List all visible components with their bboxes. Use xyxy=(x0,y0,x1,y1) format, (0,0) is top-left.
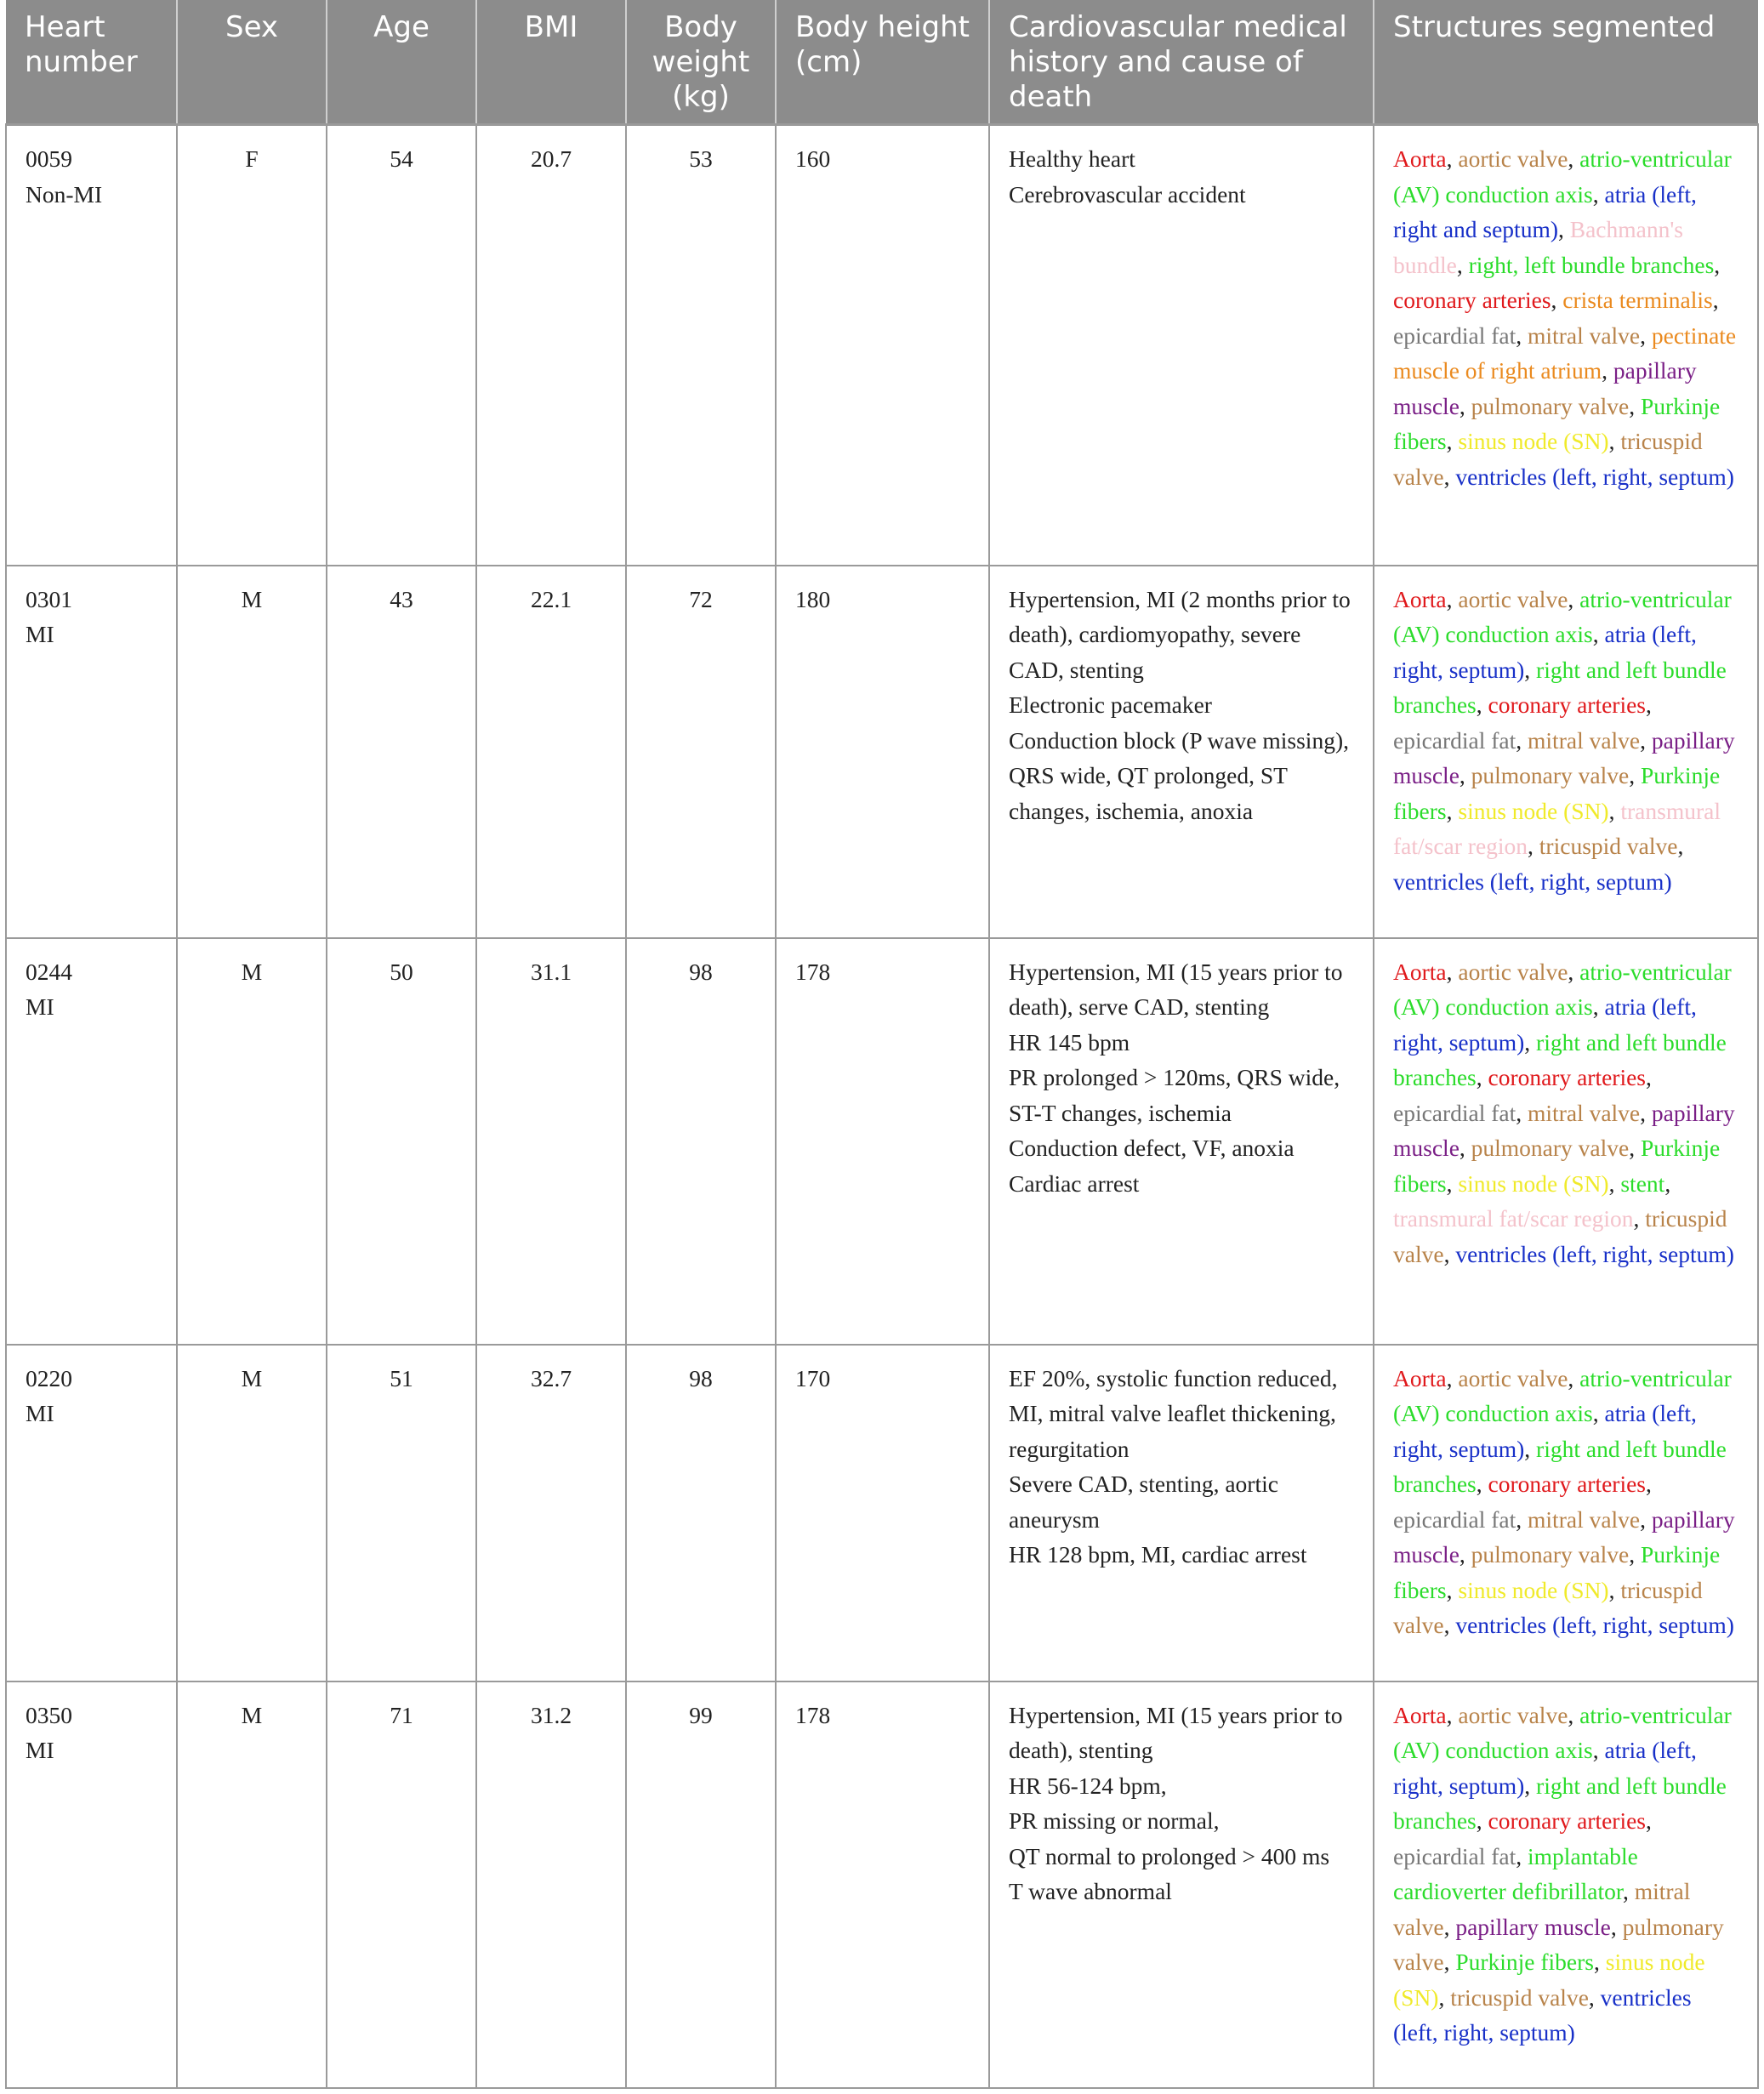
separator: , xyxy=(1524,1028,1537,1056)
separator: , xyxy=(1476,1064,1488,1090)
header-age: Age xyxy=(327,0,476,125)
separator: , xyxy=(1646,1064,1652,1090)
separator: , xyxy=(1551,287,1563,313)
structure-name: Purkinje fibers xyxy=(1393,1135,1721,1197)
cell-age: 43 xyxy=(327,566,476,938)
cell-history xyxy=(989,1681,1374,2088)
separator: , xyxy=(1476,1807,1488,1834)
cell-sex: M xyxy=(177,566,327,938)
separator: , xyxy=(1622,1878,1635,1904)
history-line: QT normal to prolonged > 400 ms xyxy=(1009,1842,1330,1869)
table-row xyxy=(6,566,1758,938)
separator: , xyxy=(1516,321,1528,349)
separator: , xyxy=(1568,1364,1580,1391)
structure-name: papillary muscle xyxy=(1393,726,1735,788)
heart-group: MI xyxy=(26,1400,54,1426)
structure-name: pulmonary valve xyxy=(1471,1135,1630,1161)
structure-name: ventricles (left, right, septum) xyxy=(1455,463,1734,490)
structure-name: atria (left, right, septum) xyxy=(1393,1737,1697,1799)
separator: , xyxy=(1516,1842,1528,1869)
structure-name: coronary arteries xyxy=(1488,1471,1647,1497)
heart-id: 0301 xyxy=(26,585,72,612)
structure-name: atrio-ventricular (AV) conduction axis xyxy=(1393,585,1732,647)
structure-name: atria (left, right, septum) xyxy=(1393,621,1697,683)
structure-name: transmural fat/scar region xyxy=(1393,797,1721,859)
history-line: Conduction defect, VF, anoxia xyxy=(1009,1135,1295,1161)
structure-name: tricuspid valve xyxy=(1450,1983,1589,2011)
cell-structures xyxy=(1374,1345,1758,1681)
cell-heart-number xyxy=(6,938,177,1345)
heart-group: Non-MI xyxy=(26,180,103,208)
separator: , xyxy=(1712,287,1719,313)
structure-name: right and left bundle branches xyxy=(1393,1435,1727,1497)
separator: , xyxy=(1629,1541,1641,1568)
cell-body-height: 160 xyxy=(776,125,989,566)
separator: , xyxy=(1446,1701,1459,1728)
heart-id: 0220 xyxy=(26,1364,72,1391)
structure-name: right and left bundle branches xyxy=(1393,656,1727,718)
structure-name: implantable cardioverter defibrillator xyxy=(1393,1842,1638,1904)
structure-name: pulmonary valve xyxy=(1471,1541,1630,1568)
heart-specimen-table xyxy=(5,0,1759,2089)
structure-name: pulmonary valve xyxy=(1393,1913,1724,1975)
history-line: Healthy heart xyxy=(1009,145,1135,172)
header-structures: Structures segmented xyxy=(1374,0,1758,125)
structure-name: coronary arteries xyxy=(1488,691,1647,718)
separator: , xyxy=(1516,1099,1528,1126)
cell-body-height: 170 xyxy=(776,1345,989,1681)
cell-body-height: 178 xyxy=(776,938,989,1345)
heart-id: 0059 xyxy=(26,145,72,172)
cell-structures xyxy=(1374,1681,1758,2088)
separator: , xyxy=(1524,656,1537,683)
structure-name: Purkinje fibers xyxy=(1393,392,1721,454)
separator: , xyxy=(1476,1471,1488,1497)
separator: , xyxy=(1446,797,1459,824)
history-line: HR 128 bpm, MI, cardiac arrest xyxy=(1009,1541,1307,1568)
header-body-weight: Body weight (kg) xyxy=(626,0,776,125)
history-line: Cardiac arrest xyxy=(1009,1169,1140,1197)
structure-name: ventricles (left, right, septum) xyxy=(1455,1612,1734,1638)
cell-body-height: 180 xyxy=(776,566,989,938)
cell-body-height: 178 xyxy=(776,1681,989,2088)
structure-name: Bachmann's bundle xyxy=(1393,216,1684,278)
separator: , xyxy=(1602,357,1613,384)
structure-name: aortic valve xyxy=(1458,1364,1568,1391)
separator: , xyxy=(1592,180,1605,208)
cell-bmi: 20.7 xyxy=(476,125,626,566)
heart-group: MI xyxy=(26,621,54,647)
structure-name: right and left bundle branches xyxy=(1393,1772,1727,1834)
structure-name: Purkinje fibers xyxy=(1393,762,1721,824)
structure-name: sinus node (SN) xyxy=(1393,1949,1705,2011)
separator: , xyxy=(1629,1135,1641,1161)
cell-bmi: 31.2 xyxy=(476,1681,626,2088)
structure-name: transmural fat/scar region xyxy=(1393,1205,1634,1232)
cell-sex: M xyxy=(177,1345,327,1681)
history-line: PR missing or normal, xyxy=(1009,1807,1220,1834)
structure-name: pulmonary valve xyxy=(1471,392,1630,419)
separator: , xyxy=(1476,691,1488,718)
structure-name: Aorta xyxy=(1393,585,1447,612)
structure-name: atria (left, right and septum) xyxy=(1393,180,1697,242)
separator: , xyxy=(1640,726,1652,754)
cell-age: 71 xyxy=(327,1681,476,2088)
separator: , xyxy=(1438,1983,1451,2011)
separator: , xyxy=(1459,1135,1471,1161)
structure-name: sinus node (SN) xyxy=(1458,1576,1609,1603)
cell-bmi: 31.1 xyxy=(476,938,626,1345)
cell-history xyxy=(989,938,1374,1345)
separator: , xyxy=(1592,621,1605,647)
structure-name: papillary muscle xyxy=(1455,1913,1611,1940)
separator: , xyxy=(1446,428,1459,454)
separator: , xyxy=(1610,1913,1623,1940)
separator: , xyxy=(1524,1772,1537,1799)
structure-name: mitral valve xyxy=(1528,726,1641,754)
cell-history xyxy=(989,566,1374,938)
cell-body-weight: 99 xyxy=(626,1681,776,2088)
cell-body-weight: 53 xyxy=(626,125,776,566)
separator: , xyxy=(1443,463,1456,490)
structure-name: sinus node (SN) xyxy=(1458,428,1609,454)
cell-sex: F xyxy=(177,125,327,566)
structure-name: aortic valve xyxy=(1458,145,1568,172)
cell-structures xyxy=(1374,125,1758,566)
separator: , xyxy=(1592,1400,1605,1426)
separator: , xyxy=(1446,1169,1459,1197)
structure-name: atrio-ventricular (AV) conduction axis xyxy=(1393,145,1732,208)
cell-structures xyxy=(1374,938,1758,1345)
cell-structures xyxy=(1374,566,1758,938)
separator: , xyxy=(1592,1737,1605,1763)
separator: , xyxy=(1608,1576,1621,1603)
table-row xyxy=(6,1345,1758,1681)
structure-name: mitral valve xyxy=(1528,1099,1641,1126)
separator: , xyxy=(1640,1099,1652,1126)
structure-name: aortic valve xyxy=(1458,585,1568,612)
structure-name: epicardial fat xyxy=(1393,321,1516,349)
separator: , xyxy=(1664,1169,1671,1197)
separator: , xyxy=(1646,1471,1652,1497)
separator: , xyxy=(1568,958,1580,985)
separator: , xyxy=(1443,1240,1456,1267)
separator: , xyxy=(1640,1505,1652,1533)
separator: , xyxy=(1446,958,1459,985)
structure-name: aortic valve xyxy=(1458,958,1568,985)
history-line: Hypertension, MI (15 years prior to death), serve CAD, stenting xyxy=(1009,958,1343,1020)
separator: , xyxy=(1714,251,1721,278)
separator: , xyxy=(1446,1364,1459,1391)
separator: , xyxy=(1459,762,1471,788)
structure-name: pectinate muscle of right atrium xyxy=(1393,321,1737,384)
separator: , xyxy=(1646,1807,1652,1834)
heart-group: MI xyxy=(26,993,54,1020)
structure-name: sinus node (SN) xyxy=(1458,797,1609,824)
structure-name: coronary arteries xyxy=(1393,287,1551,313)
structure-name: epicardial fat xyxy=(1393,1099,1516,1126)
cell-age: 50 xyxy=(327,938,476,1345)
structure-name: tricuspid valve xyxy=(1393,428,1703,490)
structure-name: Purkinje fibers xyxy=(1455,1949,1594,1975)
separator: , xyxy=(1646,691,1652,718)
table-row xyxy=(6,938,1758,1345)
table-header xyxy=(6,0,1758,125)
structure-name: aortic valve xyxy=(1458,1701,1568,1728)
structure-name: ventricles (left, right, septum) xyxy=(1393,1983,1692,2046)
header-heart-number: Heart number xyxy=(6,0,177,125)
separator: , xyxy=(1456,251,1469,278)
history-line: HR 56-124 bpm, xyxy=(1009,1772,1167,1799)
separator: , xyxy=(1629,762,1641,788)
structure-name: epicardial fat xyxy=(1393,1505,1516,1533)
separator: , xyxy=(1459,392,1471,419)
history-line: Severe CAD, stenting, aortic aneurysm xyxy=(1009,1471,1278,1533)
history-line: HR 145 bpm xyxy=(1009,1028,1130,1056)
separator: , xyxy=(1608,428,1621,454)
structure-name: Aorta xyxy=(1393,145,1447,172)
cell-bmi: 32.7 xyxy=(476,1345,626,1681)
structure-name: stent xyxy=(1620,1169,1665,1197)
separator: , xyxy=(1608,797,1621,824)
header-body-height: Body height (cm) xyxy=(776,0,989,125)
cell-body-weight: 98 xyxy=(626,1345,776,1681)
structure-name: atrio-ventricular (AV) conduction axis xyxy=(1393,958,1732,1020)
separator: , xyxy=(1568,145,1580,172)
structure-name: atria (left, right, septum) xyxy=(1393,993,1697,1056)
separator: , xyxy=(1446,1576,1459,1603)
cell-age: 51 xyxy=(327,1345,476,1681)
structure-name: papillary muscle xyxy=(1393,1505,1735,1568)
history-line: QRS wide, QT prolonged, ST changes, ischemia, anoxia xyxy=(1009,762,1288,824)
table-row xyxy=(6,1681,1758,2088)
structure-name: papillary muscle xyxy=(1393,357,1697,419)
structure-name: Aorta xyxy=(1393,1364,1447,1391)
separator: , xyxy=(1443,1913,1456,1940)
structure-name: right, left bundle branches xyxy=(1468,251,1715,278)
header-bmi: BMI xyxy=(476,0,626,125)
cell-history xyxy=(989,1345,1374,1681)
cell-heart-number xyxy=(6,1345,177,1681)
history-line: T wave abnormal xyxy=(1009,1878,1172,1904)
separator: , xyxy=(1633,1205,1646,1232)
header-history: Cardiovascular medical history and cause of death xyxy=(989,0,1374,125)
structure-name: atrio-ventricular (AV) conduction axis xyxy=(1393,1364,1732,1426)
structure-name: atrio-ventricular (AV) conduction axis xyxy=(1393,1701,1732,1763)
separator: , xyxy=(1568,585,1580,612)
cell-sex: M xyxy=(177,938,327,1345)
cell-body-weight: 98 xyxy=(626,938,776,1345)
separator: , xyxy=(1443,1612,1456,1638)
table-body xyxy=(6,125,1758,2088)
structure-name: coronary arteries xyxy=(1488,1064,1647,1090)
header-row xyxy=(6,0,1758,125)
structure-name: ventricles (left, right, septum) xyxy=(1455,1240,1734,1267)
structure-name: pulmonary valve xyxy=(1471,762,1630,788)
structure-name: Aorta xyxy=(1393,1701,1447,1728)
history-line: EF 20%, systolic function reduced, MI, mitral valve leaflet thickening, regurgitation xyxy=(1009,1364,1338,1462)
heart-id: 0244 xyxy=(26,958,72,985)
separator: , xyxy=(1558,216,1570,242)
structure-name: tricuspid valve xyxy=(1393,1576,1703,1638)
structure-name: tricuspid valve xyxy=(1393,1205,1727,1267)
separator: , xyxy=(1640,321,1652,349)
history-line: Electronic pacemaker xyxy=(1009,691,1212,718)
cell-body-weight: 72 xyxy=(626,566,776,938)
history-line: Conduction block (P wave missing), xyxy=(1009,726,1349,754)
structure-name: Purkinje fibers xyxy=(1393,1541,1721,1603)
structure-name: atria (left, right, septum) xyxy=(1393,1400,1697,1462)
separator: , xyxy=(1443,1949,1456,1975)
heart-group: MI xyxy=(26,1737,54,1763)
separator: , xyxy=(1528,833,1539,859)
separator: , xyxy=(1594,1949,1606,1975)
cell-heart-number xyxy=(6,566,177,938)
cell-history xyxy=(989,125,1374,566)
history-line: Cerebrovascular accident xyxy=(1009,180,1246,208)
structure-name: right and left bundle branches xyxy=(1393,1028,1727,1090)
structure-name: mitral valve xyxy=(1528,1505,1641,1533)
separator: , xyxy=(1516,726,1528,754)
separator: , xyxy=(1588,1983,1601,2011)
structure-name: sinus node (SN) xyxy=(1458,1169,1609,1197)
structure-name: epicardial fat xyxy=(1393,726,1516,754)
separator: , xyxy=(1446,585,1459,612)
cell-heart-number xyxy=(6,125,177,566)
separator: , xyxy=(1677,833,1684,859)
cell-heart-number xyxy=(6,1681,177,2088)
table-row xyxy=(6,125,1758,566)
structure-name: tricuspid valve xyxy=(1539,833,1678,859)
separator: , xyxy=(1524,1435,1537,1462)
history-line: Hypertension, MI (2 months prior to death), cardiomyopathy, severe CAD, stenting xyxy=(1009,585,1351,683)
separator: , xyxy=(1568,1701,1580,1728)
structure-name: mitral valve xyxy=(1528,321,1641,349)
structure-name: mitral valve xyxy=(1393,1878,1691,1940)
separator: , xyxy=(1629,392,1641,419)
history-line: PR prolonged > 120ms, QRS wide, ST-T changes, ischemia xyxy=(1009,1064,1340,1126)
structure-name: papillary muscle xyxy=(1393,1099,1735,1161)
structure-name: crista terminalis xyxy=(1562,287,1713,313)
separator: , xyxy=(1459,1541,1471,1568)
separator: , xyxy=(1592,993,1605,1020)
structure-name: ventricles (left, right, septum) xyxy=(1393,868,1672,895)
structure-name: coronary arteries xyxy=(1488,1807,1647,1834)
separator: , xyxy=(1516,1505,1528,1533)
separator: , xyxy=(1446,145,1459,172)
structure-name: Aorta xyxy=(1393,958,1447,985)
cell-age: 54 xyxy=(327,125,476,566)
cell-bmi: 22.1 xyxy=(476,566,626,938)
heart-id: 0350 xyxy=(26,1701,72,1728)
structure-name: epicardial fat xyxy=(1393,1842,1516,1869)
history-line: Hypertension, MI (15 years prior to death), stenting xyxy=(1009,1701,1343,1763)
cell-sex: M xyxy=(177,1681,327,2088)
separator: , xyxy=(1608,1169,1621,1197)
header-sex: Sex xyxy=(177,0,327,125)
